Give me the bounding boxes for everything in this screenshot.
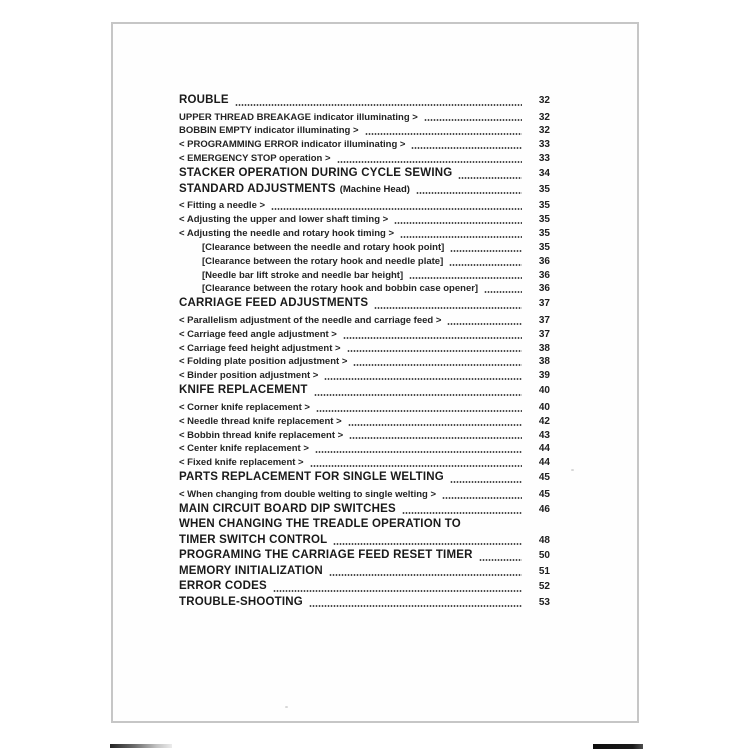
toc-dot-leader — [450, 250, 522, 252]
toc-page-number: 52 — [538, 581, 550, 593]
scan-artifact-bar-left — [110, 744, 172, 748]
toc-page-number: 37 — [538, 314, 550, 326]
toc-row — [179, 111, 550, 125]
toc-page-number: 35 — [538, 227, 550, 239]
toc-page-number: 36 — [538, 255, 550, 267]
toc-dot-leader — [409, 277, 522, 279]
toc-dot-leader — [374, 307, 522, 309]
toc-page-number: 42 — [538, 415, 550, 427]
toc-page-number: 32 — [538, 95, 550, 106]
toc-dot-leader — [449, 264, 522, 266]
toc-page-number: 51 — [538, 565, 550, 577]
toc-page-number: 38 — [538, 342, 550, 354]
toc-dot-leader — [273, 590, 522, 592]
toc-entry-label: < Binder position adjustment > — [179, 370, 319, 382]
toc-page-number: 35 — [538, 200, 550, 212]
toc-row — [179, 429, 550, 443]
toc-entry-label: CARRIAGE FEED ADJUSTMENTS — [179, 297, 369, 310]
toc-entry-label: < Corner knife replacement > — [179, 401, 310, 413]
toc-entry-label: [Clearance between the needle and rotary hook point] — [202, 241, 445, 253]
toc-row — [179, 255, 550, 269]
toc-list — [179, 93, 550, 610]
scan-speck — [285, 706, 288, 708]
toc-row — [179, 456, 550, 470]
toc-dot-leader — [315, 451, 522, 453]
scan-artifact-bar-right — [593, 744, 643, 749]
toc-dot-leader — [271, 208, 522, 210]
toc-dot-leader — [450, 481, 522, 483]
toc-entry-label: < Needle thread knife replacement > — [179, 415, 342, 427]
toc-row — [179, 401, 550, 415]
toc-dot-leader — [353, 364, 522, 366]
toc-page-number: 48 — [538, 534, 550, 546]
toc-dot-leader — [324, 378, 522, 380]
toc-page-number: 38 — [538, 356, 550, 368]
toc-row — [179, 383, 550, 399]
toc-dot-leader — [314, 394, 522, 396]
toc-dot-leader — [337, 161, 522, 163]
toc-entry-label: TIMER SWITCH CONTROL — [179, 533, 328, 546]
toc-row — [179, 314, 550, 328]
toc-entry-label: < Fixed knife replacement > — [179, 457, 304, 469]
toc-page-number: 34 — [538, 168, 550, 180]
toc-page-number: 37 — [538, 298, 550, 310]
toc-row — [179, 548, 550, 564]
toc-dot-leader — [402, 512, 522, 514]
toc-entry-label: BOBBIN EMPTY indicator illuminating > — [179, 125, 359, 137]
toc-dot-leader — [479, 559, 522, 561]
toc-row — [179, 213, 550, 227]
toc-row — [179, 369, 550, 383]
toc-row — [179, 517, 550, 533]
toc-row — [179, 199, 550, 213]
toc-row — [179, 282, 550, 296]
toc-entry-label: < Folding plate position adjustment > — [179, 356, 348, 368]
toc-entry-label: STACKER OPERATION DURING CYCLE SEWING — [179, 167, 453, 180]
toc-dot-leader — [365, 133, 522, 135]
toc-row — [179, 152, 550, 166]
toc-row — [179, 182, 550, 198]
toc-entry-label: ERROR CODES — [179, 580, 267, 593]
toc-entry-label: [Clearance between the rotary hook and bobbin case opener] — [202, 283, 479, 295]
toc-page-number: 44 — [538, 443, 550, 455]
toc-dot-leader — [333, 543, 522, 545]
toc-page-number: 33 — [538, 153, 550, 165]
toc-page-number: 45 — [538, 488, 550, 500]
toc-entry-label: WHEN CHANGING THE TREADLE OPERATION TO — [179, 518, 461, 531]
toc-row — [179, 533, 550, 549]
toc-dot-leader — [416, 192, 522, 194]
toc-row — [179, 502, 550, 518]
toc-page-number: 36 — [538, 283, 550, 295]
toc-page-number: 40 — [538, 385, 550, 397]
toc-row — [179, 355, 550, 369]
toc-entry-label: < Carriage feed angle adjustment > — [179, 328, 337, 340]
toc-entry-label: < Adjusting the needle and rotary hook timing > — [179, 227, 395, 239]
toc-page-number: 40 — [538, 401, 550, 413]
toc-dot-leader — [484, 291, 522, 293]
toc-dot-leader — [458, 177, 522, 179]
toc-row — [179, 415, 550, 429]
toc-page-number: 43 — [538, 429, 550, 441]
toc-dot-leader — [424, 119, 522, 121]
toc-page-number: 53 — [538, 596, 550, 608]
toc-entry-label: < PROGRAMMING ERROR indicator illuminating > — [179, 139, 406, 151]
toc-page-number: 32 — [538, 125, 550, 137]
toc-dot-leader — [447, 323, 522, 325]
toc-row — [179, 93, 550, 109]
toc-row — [179, 124, 550, 138]
toc-entry-label: [Needle bar lift stroke and needle bar height] — [202, 269, 404, 281]
toc-dot-leader — [309, 605, 522, 607]
toc-entry-label: < Carriage feed height adjustment > — [179, 342, 341, 354]
toc-row — [179, 241, 550, 255]
toc-entry-label: MEMORY INITIALIZATION — [179, 564, 323, 577]
toc-row — [179, 296, 550, 312]
toc-dot-leader — [343, 337, 522, 339]
toc-row — [179, 138, 550, 152]
toc-entry-label: [Clearance between the rotary hook and needle plate] — [202, 255, 444, 267]
toc-page-number: 39 — [538, 370, 550, 382]
toc-dot-leader — [347, 350, 522, 352]
toc-entry-suffix: (Machine Head) — [339, 183, 410, 195]
toc-row — [179, 166, 550, 182]
toc-entry-label: MAIN CIRCUIT BOARD DIP SWITCHES — [179, 502, 396, 515]
toc-page-number: 32 — [538, 111, 550, 123]
toc-row — [179, 269, 550, 283]
toc-row — [179, 564, 550, 580]
toc-entry-label: < Fitting a needle > — [179, 200, 266, 212]
toc-dot-leader — [442, 497, 522, 499]
toc-dot-leader — [329, 574, 522, 576]
toc-entry-label: KNIFE REPLACEMENT — [179, 384, 308, 397]
toc-dot-leader — [400, 236, 522, 238]
toc-row — [179, 227, 550, 241]
toc-entry-label: < EMERGENCY STOP operation > — [179, 153, 331, 165]
toc-entry-label: PROGRAMING THE CARRIAGE FEED RESET TIMER — [179, 549, 473, 562]
toc-entry-label: ROUBLE — [179, 94, 229, 106]
toc-row — [179, 442, 550, 456]
toc-entry-label: PARTS REPLACEMENT FOR SINGLE WELTING — [179, 471, 444, 484]
toc-page-number: 45 — [538, 472, 550, 484]
toc-row — [179, 488, 550, 502]
toc-entry-label: TROUBLE-SHOOTING — [179, 595, 303, 608]
toc-row — [179, 595, 550, 611]
toc-dot-leader — [411, 147, 522, 149]
toc-row — [179, 342, 550, 356]
toc-dot-leader — [348, 424, 522, 426]
toc-page-number: 46 — [538, 503, 550, 515]
toc-page-number: 37 — [538, 328, 550, 340]
toc-page-number: 44 — [538, 457, 550, 469]
toc-page-number: 35 — [538, 213, 550, 225]
toc-row — [179, 470, 550, 486]
toc-entry-label: < Parallelism adjustment of the needle and carriage feed > — [179, 314, 442, 326]
toc-page-number: 35 — [538, 183, 550, 195]
toc-dot-leader — [394, 222, 522, 224]
toc-entry-label: UPPER THREAD BREAKAGE indicator illuminating > — [179, 111, 418, 123]
toc-page-number: 36 — [538, 269, 550, 281]
toc-dot-leader — [349, 437, 522, 439]
toc-page-number: 35 — [538, 241, 550, 253]
scan-speck — [571, 469, 574, 471]
toc-entry-label: STANDARD ADJUSTMENTS — [179, 182, 336, 195]
toc-dot-leader — [235, 104, 522, 106]
toc-entry-label: < Adjusting the upper and lower shaft timing > — [179, 213, 389, 225]
toc-page-number: 33 — [538, 139, 550, 151]
toc-row — [179, 579, 550, 595]
toc-page-number: 50 — [538, 550, 550, 562]
toc-dot-leader — [310, 465, 522, 467]
toc-entry-label: < Center knife replacement > — [179, 443, 309, 455]
toc-entry-label: < When changing from double welting to single welting > — [179, 488, 437, 500]
toc-dot-leader — [316, 410, 522, 412]
toc-entry-label: < Bobbin thread knife replacement > — [179, 429, 344, 441]
page-sheet — [111, 22, 639, 723]
toc-row — [179, 328, 550, 342]
